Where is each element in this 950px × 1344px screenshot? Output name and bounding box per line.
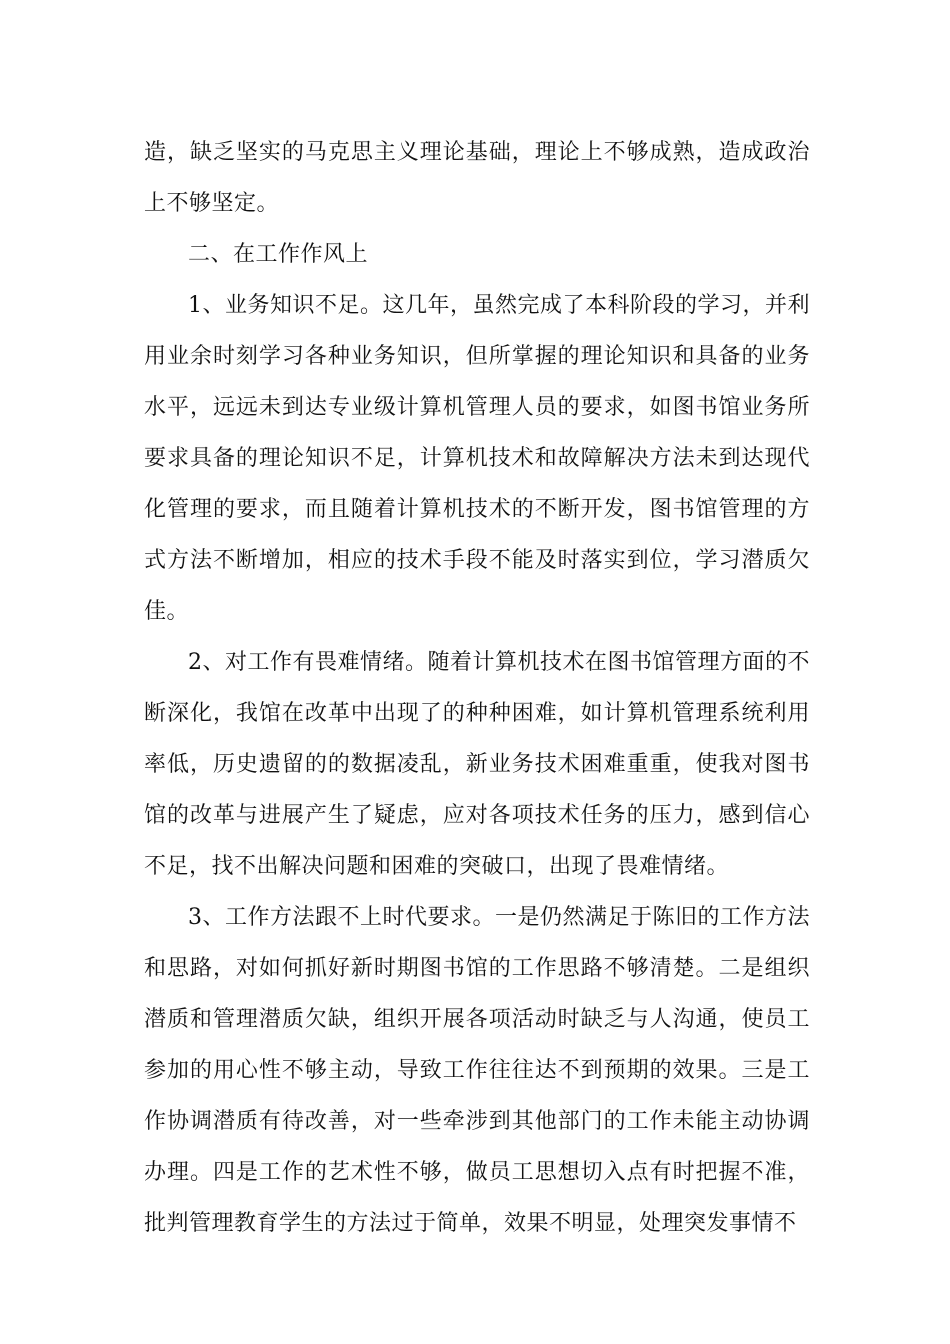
document-body — [144, 127, 810, 1249]
paragraph-business-knowledge: 1、业务知识不足。这几年，虽然完成了本科阶段的学习，并利用业余时刻学习各种业务知识，但所掌握的理论知识和具备的业务水平，远远未到达专业级计算机管理人员的要求，如图书馆业务所要求具备的理论知识不足，计算机技术和故障解决方法未到达现代化管理的要求，而且随着计算机技术的不断开发，图书馆管理的方式方法不断增加，相应的技术手段不能及时落实到位，学习潜质欠佳。 — [144, 293, 810, 624]
paragraph-continuation: 造，缺乏坚实的马克思主义理论基础，理论上不够成熟，造成政治上不够坚定。 — [144, 140, 810, 216]
section-heading-work-style: 二、在工作作风上 — [188, 242, 369, 267]
paragraph-fear-of-difficulty: 2、对工作有畏难情绪。随着计算机技术在图书馆管理方面的不断深化，我馆在改革中出现了的种种困难，如计算机管理系统利用率低，历史遗留的的数据凌乱，新业务技术困难重重，使我对图书馆的改革与进展产生了疑虑，应对各项技术任务的压力，感到信心不足，找不出解决问题和困难的突破口，出现了畏难情绪。 — [144, 650, 810, 879]
paragraph-work-methods: 3、工作方法跟不上时代要求。一是仍然满足于陈旧的工作方法和思路，对如何抓好新时期图书馆的工作思路不够清楚。二是组织潜质和管理潜质欠缺，组织开展各项活动时缺乏与人沟通，使员工参加的用心性不够主动，导致工作往往达不到预期的效果。三是工作协调潜质有待改善，对一些牵涉到其他部门的工作未能主动协调办理。四是工作的艺术性不够，做员工思想切入点有时把握不准，批判管理教育学生的方法过于简单，效果不明显，处理突发事情不 — [144, 905, 810, 1236]
